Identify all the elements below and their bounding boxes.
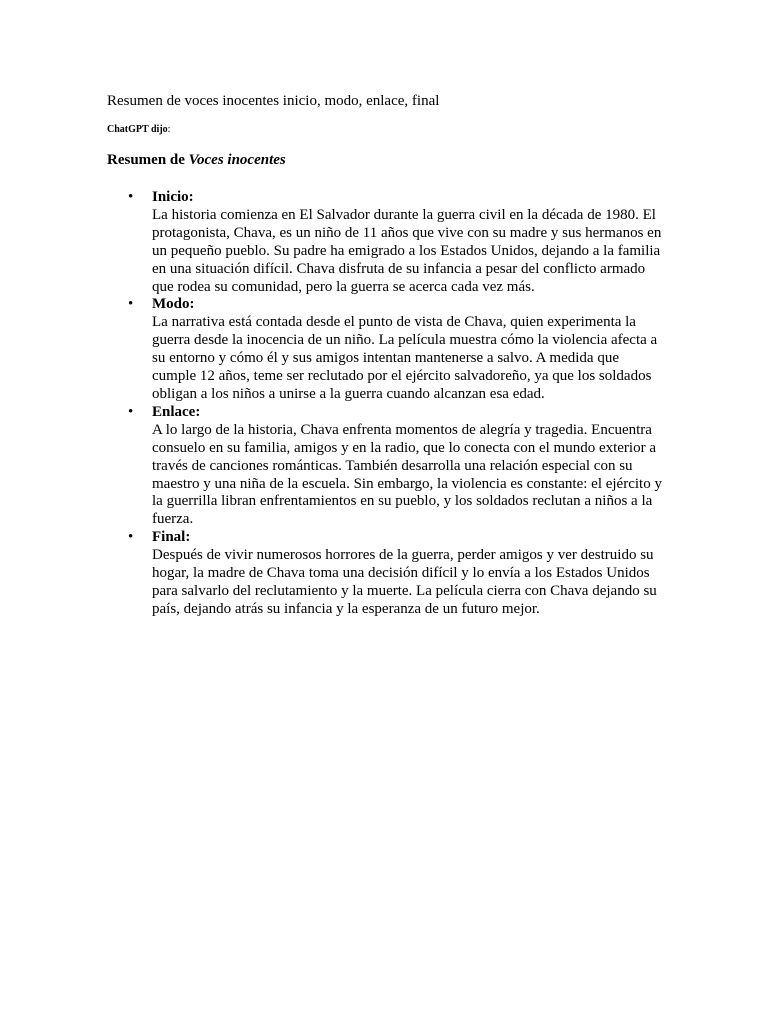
section-label: Inicio: bbox=[152, 189, 194, 205]
bullet-icon: • bbox=[128, 403, 134, 420]
section-text: La historia comienza en El Salvador durante la guerra civil en la década de 1980. El protagonista, Chava, es un niño de 11 años que vive con su madre y sus hermanos en un pequeño pueblo. Su padre ha emigrado a los Estados Unidos, dejando a la familia en una situación difícil. Chava disfruta de su infancia a pesar del conflicto armado que rodea su comunidad, pero la guerra se acerca cada vez más. bbox=[152, 206, 662, 295]
speaker-colon: : bbox=[167, 124, 171, 135]
bullet-icon: • bbox=[128, 529, 134, 546]
section-list bbox=[107, 189, 662, 619]
section-text: Después de vivir numerosos horrores de la guerra, perder amigos y ver destruido su hogar, la madre de Chava toma una decisión difícil y lo envía a los Estados Unidos para salvarlo del reclutamiento y la muerte. La película cierra con Chava dejando su país, dejando atrás su infancia y la esperanza de un futuro mejor. bbox=[152, 547, 657, 617]
bullet-icon: • bbox=[128, 296, 134, 313]
document-title: Resumen de voces inocentes inicio, modo, enlace, final bbox=[107, 93, 440, 109]
summary-heading-prefix: Resumen de bbox=[107, 152, 189, 168]
section-label: Enlace: bbox=[152, 403, 201, 420]
section-item-final bbox=[128, 529, 662, 619]
summary-heading-film-title: Voces inocentes bbox=[188, 152, 286, 168]
section-item-inicio bbox=[128, 189, 662, 296]
section-text: A lo largo de la historia, Chava enfrenta momentos de alegría y tragedia. Encuentra consuelo en su familia, amigos y en la radio, que lo conecta con el mundo exterior a través de canciones románticas. También desarrolla una relación especial con su maestro y una niña de la escuela. Sin embargo, la violencia es constante: el ejército y la guerrilla libran enfrentamientos en su pueblo, y los soldados reclutan a niños a la fuerza. bbox=[152, 421, 662, 528]
section-item-modo bbox=[128, 296, 662, 403]
section-item-enlace bbox=[128, 403, 662, 529]
bullet-icon: • bbox=[128, 189, 134, 205]
speaker-name: ChatGPT dijo bbox=[107, 124, 168, 135]
section-label: Modo: bbox=[152, 296, 195, 313]
section-text: La narrativa está contada desde el punto de vista de Chava, quien experimenta la guerra desde la inocencia de un niño. La película muestra cómo la violencia afecta a su entorno y cómo él y sus amigos intentan mantenerse a salvo. A medida que cumple 12 años, teme ser reclutado por el ejército salvadoreño, ya que los soldados obligan a los niños a unirse a la guerra cuando alcanzan esa edad. bbox=[152, 314, 658, 402]
summary-heading bbox=[107, 151, 662, 169]
speaker-line bbox=[107, 124, 662, 136]
section-label: Final: bbox=[152, 529, 191, 546]
